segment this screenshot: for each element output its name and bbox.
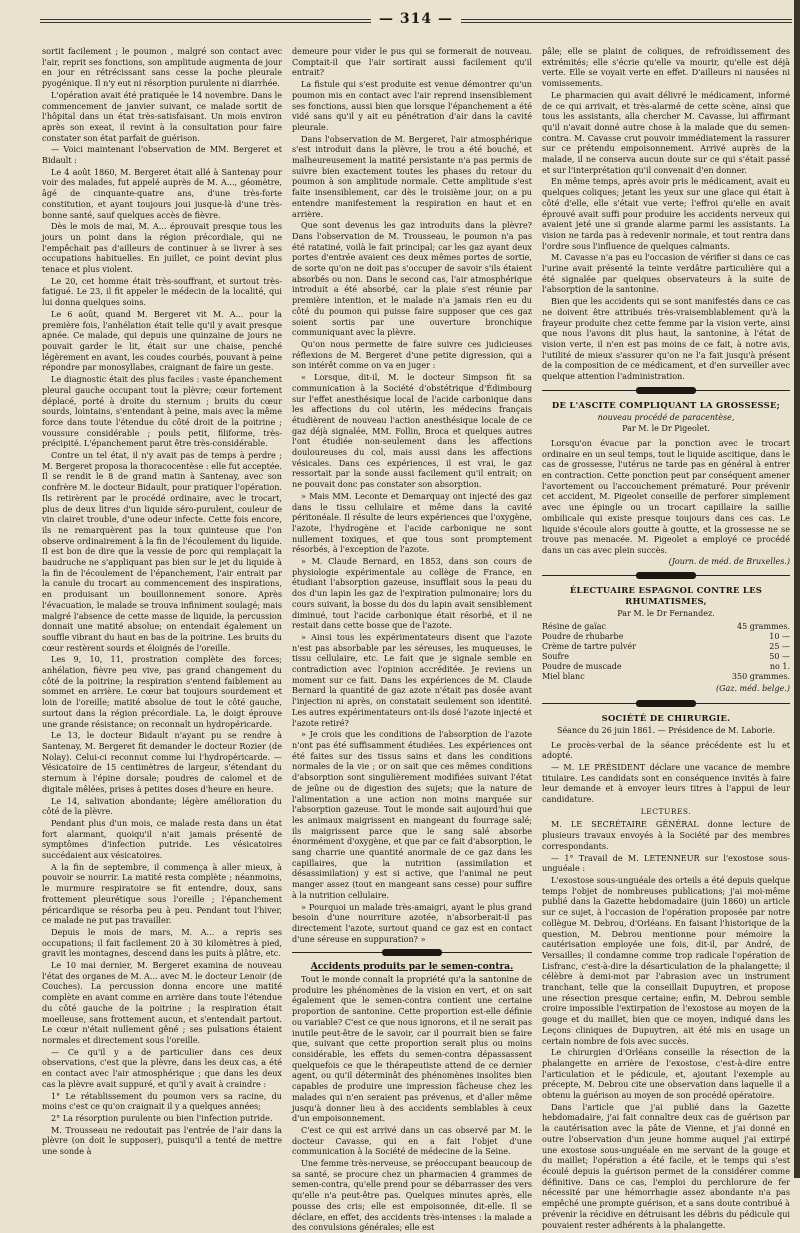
paragraph: Dans l'observation de M. Bergeret, l'air atmosphérique s'est introduit dans la plèvre, le trou a été bouché, et malheureusement la matité persistante n'a pas permis de suivre bien exactement toutes les phases du retour du poumon à son amplitude normale. Cette amplitude s'est faite insensiblement, car dès le troisième jour, on a pu entendre manifestement la respiration en haut et en arrière. — [292, 133, 532, 219]
page-header — [40, 8, 792, 30]
paragraph: Le 4 août 1860, M. Bergeret était allé à Santenay pour voir des malades, fut appelé auprès de M. A..., géomètre, âgé de cinquante-quatre ans, d'une très-forte constitution, et ayant toujours joui jusque-là d'une très-bonne santé, sauf quelques accès de fièvre. — [42, 166, 282, 220]
article-author: Par M. le Dr Fernandez. — [617, 608, 715, 618]
paragraph: Le 13, le docteur Bidault n'ayant pu se rendre à Santenay, M. Bergeret fit demander le docteur Rozier (de Nolay). Celui-ci reconnut comme lui l'hydropéricarde. — Vésicatoire de 15 centimètres de largeur, s'étendant du sternum à l'épine dorsale; poudres de calomel et de digitale mêlées, prises à petites doses d'heure en heure. — [42, 730, 282, 794]
paragraph: Le 14, salivation abondante; légère amélioration du côté de la plèvre. — [42, 795, 282, 817]
paragraph: pâle; elle se plaint de coliques, de refroidissement des extrémités; elle s'écrie qu'elle va mourir, qu'elle est déjà verte. Elle se voyait verte en effet. D'ailleurs ni nausées ni vomissements. — [542, 46, 790, 89]
paragraph: Que sont devenus les gaz introduits dans la plèvre? Dans l'observation de M. Trousseau, le poumon n'a pas été ratatiné, voilà le fait principal; car les gaz ayant deux portes d'entrée avaient ces deux mêmes portes de sortie, de sorte qu'on ne doit pas s'occuper de savoir s'ils étaient absorbés ou non. Dans le second cas, l'air atmosphérique introduit a été absorbé, car la plaie s'est réunie par première intention, et le malade n'a jamais rien eu du côté du poumon qui puisse faire supposer que ces gaz soient sortis par une ouverture bronchique communiquant avec la plèvre. — [292, 220, 532, 338]
paragraph: Le chirurgien d'Orléans conseille la résection de la phalangette en arrière de l'exostose, c'est-à-dire entre l'articulation et le pédicule, et, ajoutant l'exemple au précepte, M. Debrou cite une observation dans laquelle il a obtenu la guérison au moyen de son procédé opératoire. — [542, 1047, 790, 1101]
paragraph: » Je crois que les conditions de l'absorption de l'azote n'ont pas été suffisamment étudiées. Les expériences ont été faites sur des tissus sains et dans les conditions normales de la vie ; or on sait que ces mêmes conditions d'absorption sont singulièrement modifiées suivant l'état de jeûne ou de digestion des sujets; que la nature de l'alimentation a une action non moins marquée sur l'absorption gazeuse. Tout le monde sait aujourd'hui que les animaux maigrissent en mangeant du fourrage salé; ils maigrissent parce que le sang salé absorbe énormément d'oxygène, et que par ce fait d'absorption, le sang charrie une quantité anormale de ce gaz dans les capillaires, que la nutrition (assimilation et désassimilation) y est si active, que l'animal ne peut manger assez (tout en mangeant sans cesse) pour suffire à la nutrition cellulaire. — [292, 729, 532, 900]
article-author: Par M. le Dr Pigeolet. — [622, 424, 710, 434]
section-divider — [542, 571, 790, 581]
paragraph: 2° La résorption purulente ou bien l'infection putride. — [51, 1112, 273, 1123]
paragraph: L'exostose sous-unguéale des orteils a été depuis quelque temps l'objet de nombreuses publications; j'ai moi-même publié dans la Gazette hebdomadaire (juin 1860) un article sur ce sujet, à l'occasion de l'opération proposée par notre collègue M. Debrou, d'Orléans. En faisant l'historique de la question, M. Debrou mentionne pour mémoire la cautérisation employée une fois, dit-il, par André, de Versailles; il condamne comme trop radicale l'opération de Lisfranc, c'est-à-dire la désarticulation de la phalangette; il célèbre à demi-mot par l'abrasion avec un instrument tranchant, telle que la conseillait Dupuytren, et propose une résection presque certaine; enfin, M. Debrou semble croire impossible l'extirpation de l'exostose au moyen de la gouge et du maillet, bien que ce moyen, indiqué dans les Leçons cliniques de Dupuytren, ait été mis en usage un certain nombre de fois avec succès. — [542, 875, 790, 1046]
paragraph: — Ce qu'il y a de particulier dans ces deux observations, c'est que la plèvre, dans les deux cas, a été en contact avec l'air atmosphérique ; que dans les deux cas la plèvre avait suppuré, et qu'il y avait à craindre : — [42, 1046, 282, 1089]
divider-ornament — [636, 700, 696, 707]
paragraph: Dès le mois de mai, M. A... éprouvait presque tous les jours un point dans la région précordiale, qui ne l'empêchait pas d'ailleurs de continuer à se livrer à ses occupations habituelles. En juillet, ce point devint plus tenace et plus violent. — [42, 221, 282, 275]
recipe-row — [542, 622, 790, 632]
paragraph: Qu'on nous permette de faire suivre ces judicieuses réflexions de M. Bergeret d'une petite digression, qui a son intérêt comme on va en juger : — [292, 338, 532, 371]
divider-ornament — [636, 572, 696, 579]
paragraph: Les 9, 10, 11, prostration complète des forces; anhélation, fièvre peu vive, pas grand changement du côté de la poitrine; la respiration s'entend faiblement au sommet en arrière. Le cœur bat toujours sourdement et loin de l'oreille; matité absolue de tout le côté gauche, surtout dans la région précordiale. La, le doigt éprouve une grande résistance; on reconnaît un hydropéricarde. — [42, 654, 282, 729]
page-binding-edge — [794, 0, 800, 1178]
section-divider — [542, 699, 790, 709]
paragraph: — Voici maintenant l'observation de MM. Bergeret et Bidault : — [42, 144, 282, 166]
paragraph: L'opération avait été pratiquée le 14 novembre. Dans le commencement de janvier suivant, ce malade sortit de l'hôpital dans un état très-satisfaisant. Un mois environ après son exeat, il revint à la consultation pour faire constater son état parfait de guérison. — [42, 89, 282, 143]
recipe-item: Crème de tartre pulvér — [542, 642, 636, 652]
divider-ornament — [382, 949, 442, 956]
article-subtitle: nouveau procédé de paracentèse, — [597, 412, 735, 422]
divider-ornament — [636, 387, 696, 394]
paragraph: Contre un tel état, il n'y avait pas de temps à perdre ; M. Bergeret proposa la thoracocentèse : elle fut acceptée. Il se rendit le 8 de grand matin à Santenay, avec son confrère M. le docteur Bidault, pour pratiquer l'opération. Ils retirèrent par le procédé ordinaire, avec le trocart, plus de deux litres d'un liquide séro-purulent, couleur de vin clairet trouble, d'une odeur infecte. Cette fois encore, ils ne remarquèrent pas la toux quinteuse que l'on observe ordinairement à la fin de l'écoulement du liquide. Il est bon de dire que la vessie de porc qui remplaçait la baudruche ne s'appliquant pas bien sur le jet du liquide à la fin de l'écoulement de l'épanchement, l'air entrait par la canule du trocart au commencement des inspirations, en produisant un bouillonnement sonore. Après l'évacuation, le malade se trouva infiniment soulagé; mais malgré l'absence de cette masse de liquide, la percussion donnait une matité absolue; on entendait également un souffle vibrant du haut en bas de la poitrine. Les bruits du cœur restèrent sourds et éloignés de l'oreille. — [42, 450, 282, 653]
paragraph: » Ainsi tous les expérimentateurs disent que l'azote n'est pas absorbable par les séreuses, les muqueuses, le tissu cellulaire, etc. Le fait que je signale semble en contradiction avec l'opinion accréditée. Je reviens un moment sur ce fait. Dans les expériences de M. Claude Bernard la quantité de gaz azote n'était pas dosée avant l'injection ni après, on constatait seulement son identité. Les autres expérimentateurs ont-ils dosé l'azote injecté et l'azote retiré? — [292, 631, 532, 728]
paragraph: Le pharmacien qui avait délivré le médicament, informé de ce qui arrivait, et très-alarmé de cette scène, ainsi que tous les assistants, alla chercher M. Cavasse, lui affirmant qu'il n'avait donné autre chose à la malade que du semen-contra. M. Cavasse crut pouvoir immédiatement la rassurer sur ce prétendu empoisonnement. Arrivé auprès de la malade, il ne conserva aucun doute sur ce qui s'était passé et sur l'interprétation qu'il convenait d'en donner. — [542, 89, 790, 175]
paragraph: sortit facilement ; le poumon , malgré son contact avec l'air, reprit ses fonctions, son amplitude augmenta de jour en jour en rétrécissant sans cesse la poche pleurale pyogénique. Il n'y eut ni résorption purulente ni diarrhée. — [42, 46, 282, 89]
recipe-row — [542, 662, 790, 672]
paragraph: A la fin de septembre, il commença à aller mieux, à pouvoir se nourrir. La matité resta complète ; néanmoins, le murmure respiratoire se fit entendre, doux, sans frottement pleurétique sous l'oreille ; l'épanchement péricardique se résorba peu à peu. Pendant tout l'hiver, ce malade ne put pas travailler. — [42, 861, 282, 926]
column-middle — [292, 46, 532, 1233]
recipe-item: Soufre — [542, 652, 569, 662]
paragraph: — 1° Travail de M. LETENNEUR sur l'exostose sous-unguéale : — [542, 852, 790, 874]
article-title-electuaire: ÉLECTUAIRE ESPAGNOL CONTRE LES RHUMATISMES, — [569, 585, 763, 607]
paragraph: Le 6 août, quand M. Bergeret vit M. A... pour la première fois, l'anhélation était telle qu'il y avait presque apnée. Ce malade, qui depuis une quinzaine de jours ne pouvait garder le lit, était sur une chaise, penché légèrement en avant, les coudes courbés, pouvant à peine répondre par monosyllabes, craignant de faire un geste. — [42, 308, 282, 373]
society-title: SOCIÉTÉ DE CHIRURGIE. — [601, 713, 731, 724]
recipe-qty: 25 — — [769, 642, 790, 652]
paragraph: Pendant plus d'un mois, ce malade resta dans un état fort alarmant, quoiqu'il n'ait jamais présenté de symptômes d'infection putride. Les vésicatoires succédaient aux vésicatoires. — [42, 817, 282, 861]
paragraph: — M. LE PRÉSIDENT déclare une vacance de membre titulaire. Les candidats sont en conséquence invités à faire leur demande et à envoyer leurs titres à l'appui de leur candidature. — [542, 761, 790, 805]
section-title-semen-contra: Accidents produits par le semen-contra. — [310, 962, 514, 973]
column-right — [542, 46, 790, 1230]
recipe-item: Poudre de muscade — [542, 662, 622, 672]
paragraph: En même temps, après avoir pris le médicament, avait eu quelques coliques; jetant les yeux sur une glace qui était à côté d'elle, elle s'était vue verte; l'effroi qu'elle en avait éprouvé avait suffi pour produire les accidents nerveux qui avaient jeté une si grande alarme parmi les assistants. La vision ne tarda pas à redevenir normale, et tout rentra dans l'ordre sous l'influence de quelques calmants. — [542, 176, 790, 251]
recipe-row — [542, 672, 790, 682]
lectures-label: LECTURES. — [640, 806, 692, 816]
recipe-qty: 10 — — [769, 632, 790, 642]
paragraph: Le diagnostic était des plus faciles : vaste épanchement pleural gauche occupant tout la plèvre; cœur fortement déplacé, porté à droite du sternum ; bruits du cœur sourds, lointains, s'entendant à peine, mais avec la même force dans toute l'étendue du côté droit de la poitrine ; voussure considérable ; pouls petit, filiforme, très-précipité. L'épanchement parut être très-considérable. — [42, 374, 282, 449]
paragraph: Depuis le mois de mars, M. A... a repris ses occupations; il fait facilement 20 à 30 kilomètres à pied, gravit les montagnes, descend dans les puits à plâtre, etc. — [42, 926, 282, 959]
paragraph: « Lorsque, dit-il, M. le docteur Simpson fit sa communication à la Société d'obstétrique d'Édimbourg sur l'effet anesthésique local de l'acide carbonique dans les affections du col utérin, les médecins français étudièrent de nouveau l'action anesthésique locale de ce gaz déjà signalée, MM. Follin, Broca et quelques autres l'ont étudiée non-seulement dans les affections douloureuses du col, mais aussi dans les affections vésicales. Dans ces expériences, il est vrai, le gaz ressortait par la sonde aussi facilement qu'il entrait; on ne pouvait donc pas constater son absorption. — [292, 372, 532, 490]
section-divider — [542, 386, 790, 396]
paragraph: M. Trousseau ne redoutait pas l'entrée de l'air dans la plèvre (on doit le supposer), puisqu'il a tenté de mettre une sonde à — [42, 1124, 282, 1157]
paragraph: Le 20, cet homme était très-souffrant, et surtout très-fatigué. Le 23, il fit appeler le médecin de la localité, qui lui donna quelques soins. — [42, 275, 282, 308]
paragraph: » M. Claude Bernard, en 1853, dans son cours de physiologie expérimentale au collège de France, en étudiant l'absorption gazeuse, insufflait sous la peau du dos d'un lapin les gaz de l'expiration pulmonaire; lors du cours suivant, la bosse du dos du lapin avait sensiblement diminué, tout l'acide carbonique était résorbé, et il ne restait dans cette bosse que de l'azote. — [292, 556, 532, 631]
society-meeting-line: Séance du 26 juin 1861. — Présidence de M. Laborie. — [556, 725, 776, 735]
paragraph: Le procès-verbal de la séance précédente est lu et adopté. — [542, 739, 790, 761]
paragraph: Une femme très-nerveuse, se préoccupant beaucoup de sa santé, se procure chez un pharmacien 4 grammes de semen-contra, qu'elle prend pour se débarrasser des vers qu'elle n'a peut-être pas. Quelques minutes après, elle pousse des cris; elle est empoisonnée, dit-elle. Il se déclare, en effet, des accidents très-intenses : la malade a des convulsions générales; elle est — [292, 1158, 532, 1233]
recipe-qty: 350 grammes. — [731, 672, 790, 682]
paragraph: » Pourquoi un malade très-amaigri, ayant le plus grand besoin d'une nourriture azotée, n'absorberait-il pas directement l'azote, surtout quand ce gaz est en contact d'une séreuse en suppuration? » — [292, 901, 532, 944]
article-title-ascite: DE L'ASCITE COMPLIQUANT LA GROSSESSE; — [551, 399, 781, 410]
paragraph: Bien que les accidents qui se sont manifestés dans ce cas ne doivent être attribués très-vraisemblablement qu'à la frayeur produite chez cette femme par la vision verte, ainsi que nous l'avons dit plus haut, la santonine, à l'état de vision verte, il n'en est pas moins de ce fait, à notre avis, l'utilité de mieux s'assurer qu'on ne l'a fait jusqu'à présent de la composition de ce médicament, et d'en surveiller avec quelque attention l'administration. — [542, 296, 790, 382]
article-source: (Journ. de méd. de Bruxelles.) — [668, 556, 790, 566]
paragraph: M. LE SECRÉTAIRE GÉNÉRAL donne lecture de plusieurs travaux envoyés à la Société par des membres correspondants. — [542, 819, 790, 851]
article-source: (Gaz. méd. belge.) — [715, 684, 790, 694]
paragraph: Lorsqu'on évacue par la ponction avec le trocart ordinaire en un seul temps, tout le liquide ascitique, dans le cas de grossesse, l'utérus ne tarde pas en général à entrer en contraction. Cette ponction peut par conséquent amener l'avortement ou l'accouchement prématuré. Pour prévenir cet accident, M. Pigeolet conseille de perforer simplement avec une épingle ou un trocart capillaire la saillie ombilicale qui existe presque toujours dans ces cas. Le liquide s'écoule alors goutte à goutte, et la grossesse ne se trouve pas menacée. M. Pigeolet a employé ce procédé dans un cas avec plein succès. — [542, 437, 790, 555]
recipe-qty: 50 — — [769, 652, 790, 662]
column-left — [42, 46, 282, 1166]
paragraph: » Mais MM. Leconte et Demarquay ont injecté des gaz dans le tissu cellulaire et même dans la cavité péritonéale. Il résulte de leurs expériences que l'oxygène, l'azote, l'hydrogène et l'acide carbonique ne sont nullement toxiques, et que tous sont promptement résorbés, à l'exception de l'azote. — [292, 490, 532, 555]
recipe-row — [542, 652, 790, 662]
paragraph: M. Cavasse n'a pas eu l'occasion de vérifier si dans ce cas l'urine avait présenté la teinte verdâtre particulière qui a été signalée par quelques observateurs à la suite de l'absorption de la santonine. — [542, 252, 790, 295]
paragraph: Le 10 mai dernier, M. Bergeret examina de nouveau l'état des organes de M. A... avec M. le docteur Lenoir (de Couches). La percussion donna encore une matité complète en avant comme en arrière dans toute l'étendue du côté gauche de la poitrine ; la respiration était moelleuse, sans frottement aucun, et s'entendait partout. Le cœur n'était nullement gêné ; ses pulsations étaient normales et directement sous l'oreille. — [42, 960, 282, 1045]
recipe-qty: 45 grammes. — [737, 622, 790, 632]
paragraph: La fistule qui s'est produite est venue démontrer qu'un poumon mis en contact avec l'air reprend insensiblement ses fonctions, aussi bien que lorsque l'épanchement a été vidé sans qu'il y ait eu pénétration d'air dans la cavité pleurale. — [292, 79, 532, 132]
recipe-row — [542, 632, 790, 642]
page-number: — 314 — — [371, 11, 461, 27]
recipe-row — [542, 642, 790, 652]
paragraph: C'est ce qui est arrivé dans un cas observé par M. le docteur Cavasse, qui en a fait l'objet d'une communication à la Société de médecine de la Seine. — [292, 1124, 532, 1157]
paragraph: Dans l'article que j'ai publié dans la Gazette hebdomadaire, j'ai fait connaître deux cas de guérison par la cautérisation avec la pâte de Vienne, et j'ai donné en outre l'observation d'un jeune homme auquel j'ai extirpé une exostose sous-unguéale en me servant de la gouge et du maillet; l'opération a été facile, et le temps qui s'est écoulé depuis la guérison permet de la considérer comme définitive. Dans ce cas, l'emploi du perchlorure de fer nécessité par une hémorrhagie assez abondante n'a pas empêché une prompte guérison, et a sans doute contribué à prévenir la récidive en détruisant les débris du pédicule qui pouvaient rester adhérents à la phalangette. — [542, 1101, 790, 1230]
recipe-item: Miel blanc — [542, 672, 585, 682]
paragraph: demeure pour vider le pus qui se formerait de nouveau. Comptait-il que l'air sortirait aussi facilement qu'il entrait? — [292, 46, 532, 78]
paragraph: Tout le monde connaît la propriété qu'a la santonine de produire les phénomènes de la vision en vert, et on sait également que le semen-contra contient une certaine proportion de santonine. Cette proportion est-elle définie ou variable? C'est ce que nous ignorons, et il ne serait pas inutile peut-être de le savoir, car il pourrait bien se faire que, suivant que cette proportion serait plus ou moins considérable, les effets du semen-contra dépassassent quelquefois ce que le thérapeutiste attend de ce dernier agent, ou qu'il déterminât des phénomènes insolites bien capables de produire une impression fâcheuse chez les malades qui n'en seraient pas prévenus, et d'aller même jusqu'à donner lieu à des accidents semblables à ceux d'un empoisonnement. — [292, 974, 532, 1124]
recipe-table — [542, 622, 790, 682]
recipe-qty: no 1. — [769, 662, 790, 672]
section-divider — [292, 948, 532, 958]
recipe-item: Poudre de rhubarbe — [542, 632, 624, 642]
paragraph: 1° Le rétablissement du poumon vers sa racine, du moins c'est ce qu'on craignait il y a quelques années; — [42, 1090, 282, 1112]
recipe-item: Résine de gaïac — [542, 622, 606, 632]
